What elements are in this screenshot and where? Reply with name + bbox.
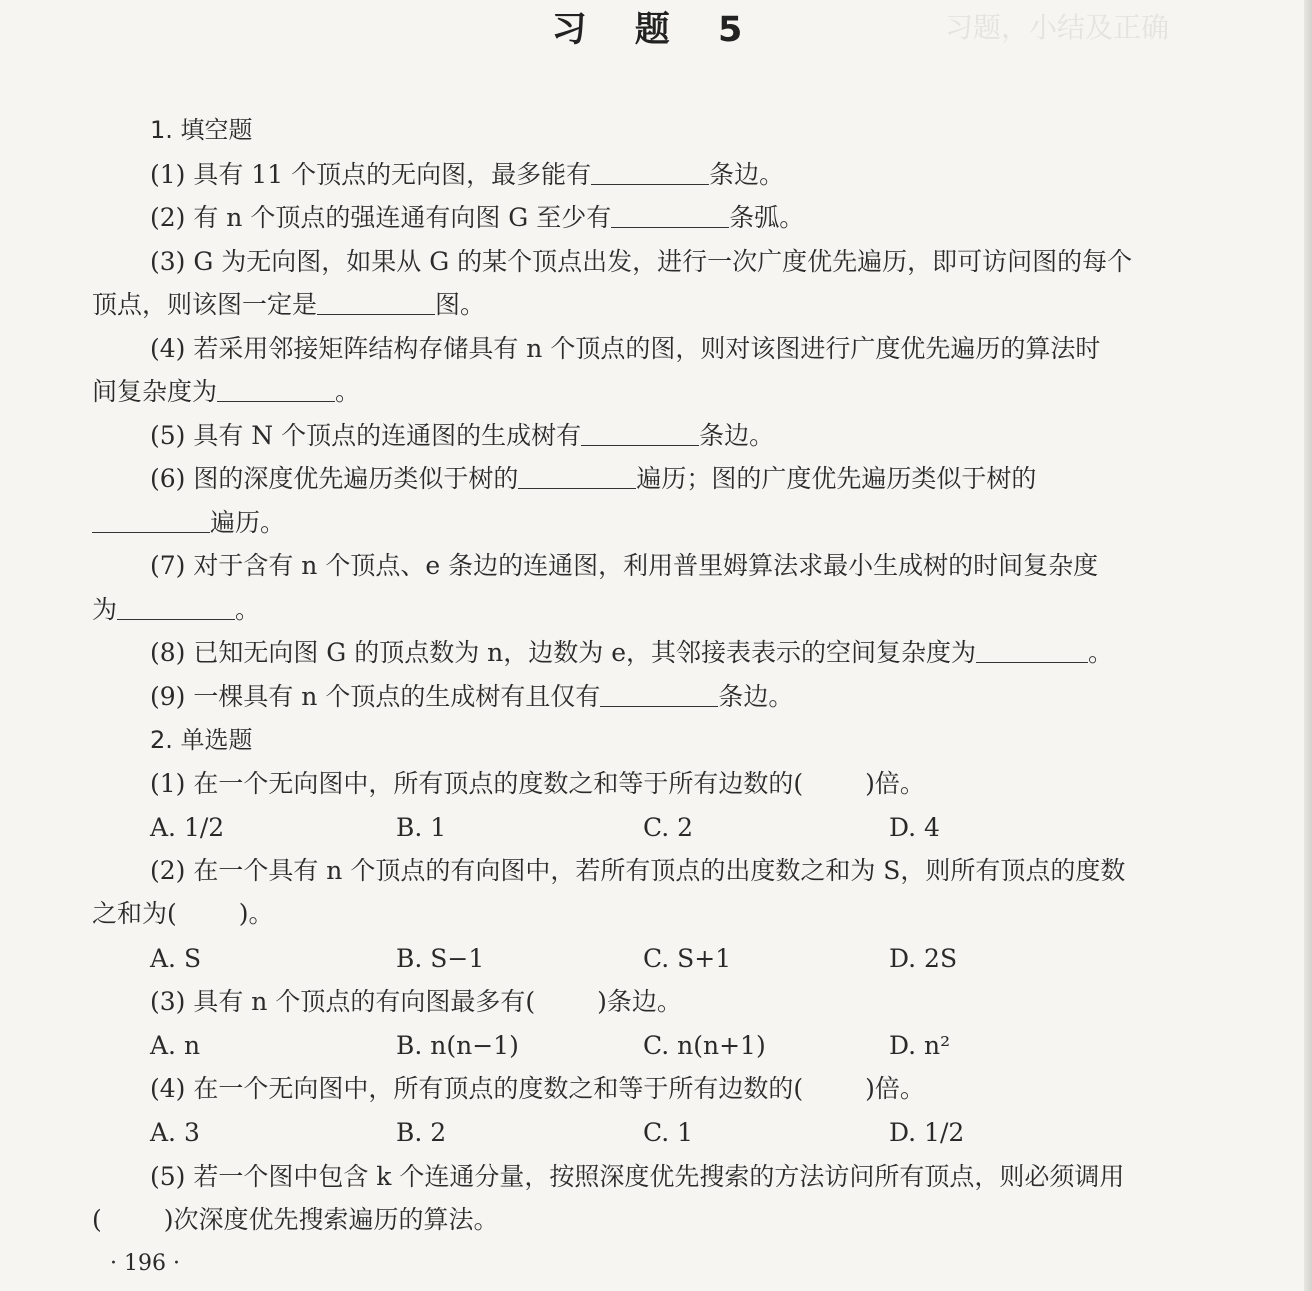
question-2-5-line2: ( )次深度优先搜索遍历的算法。 <box>92 1205 499 1234</box>
option-a: A. 3 <box>150 1118 200 1147</box>
answer-blank <box>591 160 709 185</box>
answer-blank <box>976 638 1088 663</box>
question-1-8: (8) 已知无向图 G 的顶点数为 n，边数为 e，其邻接表表示的空间复杂度为 。 <box>150 638 1114 667</box>
question-2-1: (1) 在一个无向图中，所有顶点的度数之和等于所有边数的( )倍。 <box>150 769 925 798</box>
option-c: C. 2 <box>643 813 694 842</box>
option-d: D. 4 <box>889 813 940 842</box>
question-2-4: (4) 在一个无向图中，所有顶点的度数之和等于所有边数的( )倍。 <box>150 1074 925 1103</box>
option-c: C. n(n+1) <box>643 1031 766 1060</box>
option-b: B. S−1 <box>396 944 485 973</box>
section-heading-fill-in: 1. 填空题 <box>150 116 253 144</box>
question-1-4-line2: 间复杂度为 。 <box>92 377 361 406</box>
answer-blank <box>611 203 729 228</box>
answer-blank <box>92 508 210 533</box>
question-1-3-line1: (3) G 为无向图，如果从 G 的某个顶点出发，进行一次广度优先遍历，即可访问图的每个 <box>150 247 1133 276</box>
answer-blank <box>518 464 636 489</box>
question-2-5-line1: (5) 若一个图中包含 k 个连通分量，按照深度优先搜索的方法访问所有顶点，则必须调用 <box>150 1162 1125 1191</box>
option-d: D. 2S <box>889 944 958 973</box>
option-c: C. 1 <box>643 1118 694 1147</box>
question-1-7-line1: (7) 对于含有 n 个顶点、e 条边的连通图，利用普里姆算法求最小生成树的时间复杂度 <box>150 551 1099 580</box>
answer-blank <box>317 290 435 315</box>
bleed-through-header: 习题，小结及正确 <box>945 11 1170 44</box>
question-1-1: (1) 具有 11 个顶点的无向图，最多能有 条边。 <box>150 160 785 189</box>
option-a: A. n <box>150 1031 201 1060</box>
option-d: D. 1/2 <box>889 1118 965 1147</box>
option-a: A. 1/2 <box>150 813 225 842</box>
question-1-6-line2: 遍历。 <box>0 505 1312 541</box>
question-1-7-line2: 为 。 <box>92 595 261 624</box>
answer-blank <box>117 595 235 620</box>
option-c: C. S+1 <box>643 944 732 973</box>
question-2-3: (3) 具有 n 个顶点的有向图最多有( )条边。 <box>150 987 682 1016</box>
option-d: D. n² <box>889 1031 951 1060</box>
question-1-2: (2) 有 n 个顶点的强连通有向图 G 至少有 条弧。 <box>150 203 805 232</box>
page-title: 习 题 5 <box>551 10 761 50</box>
option-a: A. S <box>150 944 202 973</box>
page-number: · 196 · <box>110 1251 180 1276</box>
question-1-4-line1: (4) 若采用邻接矩阵结构存储具有 n 个顶点的图，则对该图进行广度优先遍历的算法时 <box>150 334 1101 363</box>
option-b: B. 1 <box>396 813 447 842</box>
question-1-5: (5) 具有 N 个顶点的连通图的生成树有 条边。 <box>150 421 775 450</box>
question-1-6-line1: (6) 图的深度优先遍历类似于树的 遍历；图的广度优先遍历类似于树的 <box>150 464 1037 493</box>
answer-blank <box>581 421 699 446</box>
question-2-2-line1: (2) 在一个具有 n 个顶点的有向图中，若所有顶点的出度数之和为 S，则所有顶点的度数 <box>150 856 1126 885</box>
answer-blank <box>600 682 718 707</box>
question-1-3-line2: 顶点，则该图一定是 图。 <box>92 290 486 319</box>
option-b: B. n(n−1) <box>396 1031 519 1060</box>
question-2-2-line2: 之和为( )。 <box>92 899 274 928</box>
option-b: B. 2 <box>396 1118 447 1147</box>
answer-blank <box>217 377 335 402</box>
question-1-9: (9) 一棵具有 n 个顶点的生成树有且仅有 条边。 <box>150 682 794 711</box>
section-heading-single-choice: 2. 单选题 <box>150 726 253 754</box>
